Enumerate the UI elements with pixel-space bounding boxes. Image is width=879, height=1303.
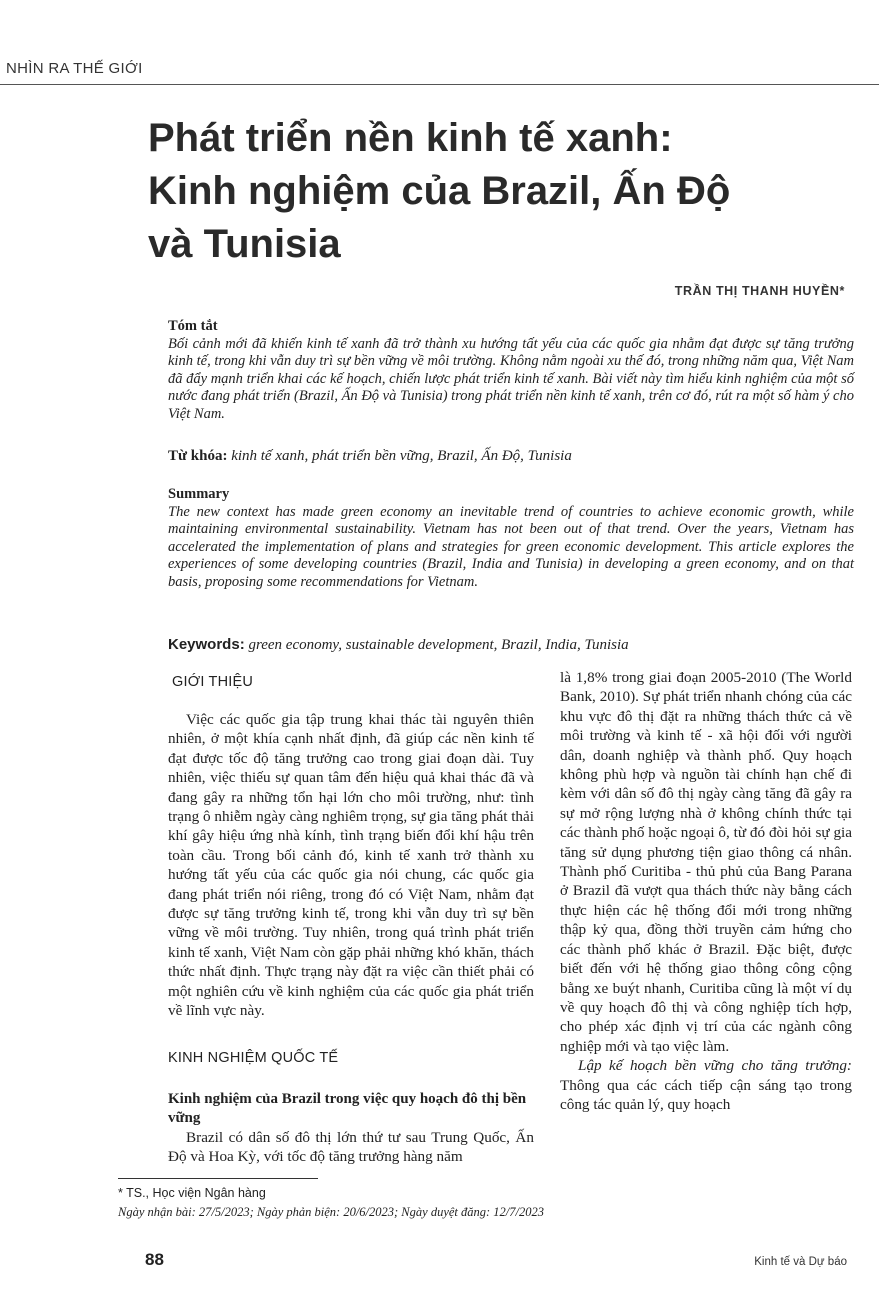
intro-paragraph: Việc các quốc gia tập trung khai thác tài nguyên thiên nhiên, ở một khía cạnh nhất định, đã giúp các nền kinh tế đạt được tốc độ tăng trưởng cao trong giai đoạn dài. Tuy nhiên, việc thiếu sự quan tâm đến hiệu quả khai thác đã và đang gây ra những tổn hại lớn cho môi trường, như: tình trạng ô nhiễm ngày càng nghiêm trọng, sự gia tăng phát thải khí gây hiệu ứng nhà kính, tình trạng biến đổi khí hậu trên toàn cầu. Trong bối cảnh đó, kinh tế xanh trở thành xu hướng tất yếu của các quốc gia nói chung, các quốc gia đang phát triển nói riêng, trong đó có Việt Nam, nhằm đạt được sự tăng trưởng kinh tế, trong khi vẫn duy trì sự bền vững về môi trường. Tuy nhiên, trong quá trình phát triển kinh tế xanh, Việt Nam còn gặp phải những khó khăn, thách thức nhất định. Thực trạng này đặt ra việc cần thiết phải có một nghiên cứu về kinh nghiệm của các quốc gia phát triển về lĩnh vực này. [168,711,534,1020]
section-label: NHÌN RA THẾ GIỚI [6,60,143,77]
abstract-vi-heading: Tóm tắt [168,318,218,334]
page-number: 88 [145,1250,164,1269]
abstract-vi-text: Bối cảnh mới đã khiến kinh tế xanh đã trở thành xu hướng tất yếu của các quốc gia nhằm đạt được sự tăng trưởng kinh tế, trong khi vẫn duy trì sự bền vững về môi trường. Không nằm ngoài xu thế đó, trong những năm qua, Việt Nam đã đẩy mạnh triển khai các kế hoạch, chiến lược phát triển kinh tế xanh. Bài viết này tìm hiểu kinh nghiệm của một số nước đang phát triển (Brazil, Ấn Độ và Tunisia) trong phát triển nền kinh tế xanh, trên cơ đó, rút ra một số hàm ý cho Việt Nam. [168,335,854,422]
brazil-paragraph: Brazil có dân số đô thị lớn thứ tư sau Trung Quốc, Ấn Độ và Hoa Kỳ, với tốc độ tăng trưởng hàng năm [168,1129,534,1166]
author-name: TRẦN THỊ THANH HUYỀN* [674,284,845,298]
right-column-subheading: Lập kế hoạch bền vững cho tăng trưởng: [578,1057,852,1075]
keywords-vi-text: kinh tế xanh, phát triển bền vững, Brazil, Ấn Độ, Tunisia [231,448,572,464]
abstract-vi [168,318,854,423]
keywords-en [168,636,854,655]
title-line-1: Phát triển nền kinh tế xanh: [148,116,673,160]
keywords-vi [168,448,854,466]
title-line-3: và Tunisia [148,222,341,266]
footnote-rule [118,1178,318,1179]
footnote-affiliation: * TS., Học viện Ngân hàng [118,1186,266,1200]
abstract-en-text: The new context has made green economy an inevitable trend of countries to achieve economic growth, while maintaining environmental sustainability. Vietnam has not been out of that trend. Over the years, Vietnam has accelerated the implementation of plans and strategies for green economic development. This article explores the experiences of some developing countries (Brazil, India and Tunisia) in developing a green economy, and on that basis, proposing some recommendations for Vietnam. [168,503,854,590]
keywords-en-text: green economy, sustainable development, Brazil, India, Tunisia [248,637,629,653]
international-heading: KINH NGHIỆM QUỐC TẾ [168,1050,339,1066]
keywords-vi-label: Từ khóa: [168,448,228,464]
brazil-heading: Kinh nghiệm của Brazil trong việc quy hoạch đô thị bền vững [168,1091,527,1126]
header-rule [0,84,879,85]
right-column-paragraph: là 1,8% trong giai đoạn 2005-2010 (The World Bank, 2010). Sự phát triển nhanh chóng của các khu vực đô thị đặt ra những thách thức cả về môi trường và kinh tế - xã hội đối với người dân, doanh nghiệp và thành phố. Quy hoạch không phù hợp và nguồn tài chính hạn chế đi kèm với dân số đô thị ngày càng tăng đã gây ra sự mở rộng lượng nhà ở không chính thức tại các thành phố hoặc ngoại ô, từ đó đòi hỏi sự gia tăng sử dụng phương tiện giao thông cá nhân. Thành phố Curitiba - thủ phủ của Bang Parana ở Brazil đã vượt qua thách thức này bằng cách thực hiện các hệ thống đổi mới trong những thập kỷ qua, đồng thời truyền cảm hứng cho các thành phố khác ở Brazil. Đặc biệt, được biết đến với hệ thống giao thông công cộng bằng xe buýt nhanh, Curitiba cũng là một ví dụ về quy hoạch đô thị và công nghiệp tích hợp, cho phép xác định vị trí của các ngành công nghiệp mới và tạo việc làm. Lập kế hoạch bền vững cho tăng trưởng: Thông qua các cách tiếp cận sáng tạo trong công tác quản lý, quy hoạch [560,669,852,1113]
keywords-en-label: Keywords: [168,636,245,653]
abstract-en-heading: Summary [168,486,230,502]
abstract-en [168,486,854,591]
article-title [148,112,868,271]
journal-name: Kinh tế và Dự báo [754,1256,847,1268]
footnote-dates: Ngày nhận bài: 27/5/2023; Ngày phản biện: 20/6/2023; Ngày duyệt đăng: 12/7/2023 [118,1205,544,1219]
intro-heading: GIỚI THIỆU [172,674,254,690]
right-column-subtext: Thông qua các cách tiếp cận sáng tạo trong công tác quản lý, quy hoạch [560,1076,852,1113]
title-line-2: Kinh nghiệm của Brazil, Ấn Độ [148,169,731,213]
